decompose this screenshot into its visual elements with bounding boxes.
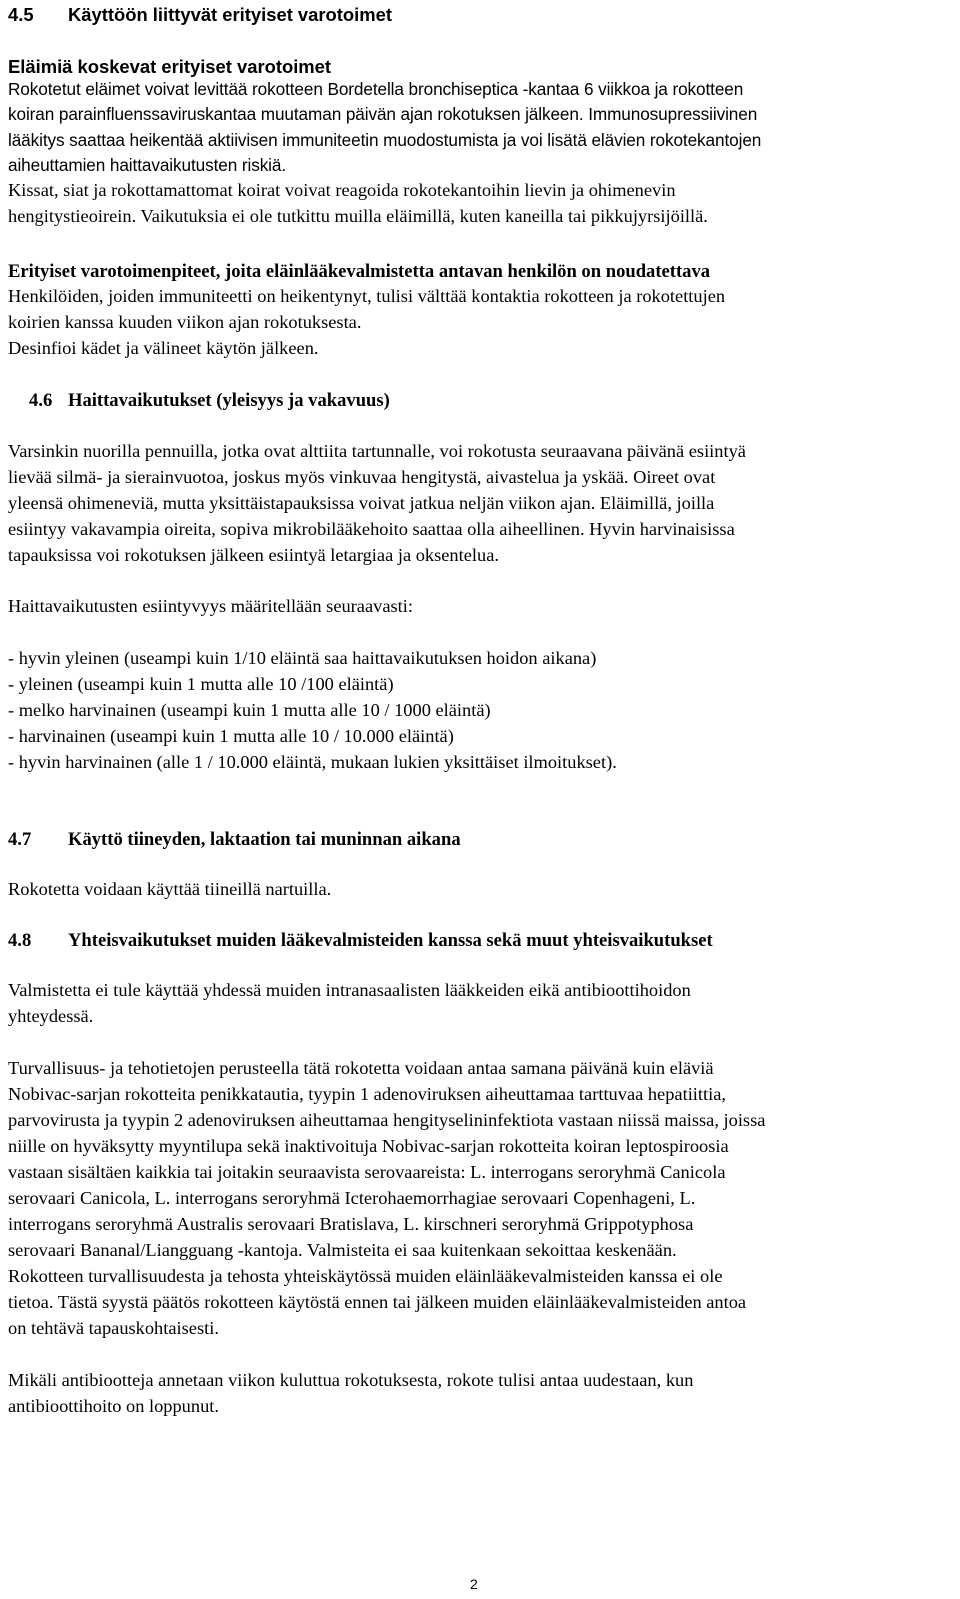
paragraph-line: yhteydessä. (8, 1006, 94, 1026)
paragraph-line: niille on hyväksytty myyntilupa sekä inaktivoituja Nobivac-sarjan rokotteita koiran leptospiroosia (8, 1136, 729, 1156)
section-4-6-heading (29, 390, 390, 412)
subheading-animal-precautions: Eläimiä koskevat erityiset varotoimet (8, 56, 332, 77)
paragraph-line: Nobivac-sarjan rokotteita penikkatautia, tyypin 1 adenoviruksen aiheuttamaa tarttuvaa hepatiittia, (8, 1084, 726, 1104)
paragraph-line: tietoa. Tästä syystä päätös rokotteen käytöstä ennen tai jälkeen muiden eläinlääkevalmisteiden antoa (8, 1292, 747, 1312)
paragraph-line: koirien kanssa kuuden viikon ajan rokotuksesta. (8, 312, 362, 332)
paragraph-line: Desinfioi kädet ja välineet käytön jälkeen. (8, 338, 319, 358)
paragraph-line: yleensä ohimeneviä, mutta yksittäistapauksissa voivat jatkua neljän viikon ajan. Eläimillä, joilla (8, 493, 715, 513)
paragraph-line: Valmistetta ei tule käyttää yhdessä muiden intranasaalisten lääkkeiden eikä antibioottihoidon (8, 980, 691, 1000)
paragraph-line: Varsinkin nuorilla pennuilla, jotka ovat alttiita tartunnalle, voi rokotusta seuraavana päivänä esiintyä (8, 441, 746, 461)
paragraph-line: koiran parainfluenssaviruskantaa muutaman päivän ajan rokotuksen jälkeen. Immunosupressiivinen (8, 104, 758, 124)
paragraph-line: Rokotteen turvallisuudesta ja tehosta yhteiskäytössä muiden eläinlääkevalmisteiden kanssa ei ole (8, 1266, 723, 1286)
subheading-user-precautions: Erityiset varotoimenpiteet, joita eläinlääkevalmistetta antavan henkilön on noudatettava (8, 261, 711, 282)
paragraph-line: Henkilöiden, joiden immuniteetti on heikentynyt, tulisi välttää kontaktia rokotteen ja rokotettujen (8, 286, 726, 306)
paragraph-line: serovaari Bananal/Liangguang -kantoja. Valmisteita ei saa kuitenkaan sekoittaa keskenään. (8, 1240, 677, 1260)
page-number: 2 (470, 1576, 478, 1592)
section-title: Yhteisvaikutukset muiden lääkevalmisteiden kanssa sekä muut yhteisvaikutukset (68, 930, 713, 951)
paragraph-line: Rokotetta voidaan käyttää tiineillä nartuilla. (8, 879, 332, 899)
section-number: 4.5 (8, 4, 34, 25)
paragraph-line: Rokotetut eläimet voivat levittää rokotteen Bordetella bronchiseptica -kantaa 6 viikkoa ja rokotteen (8, 79, 744, 99)
paragraph-line: antibioottihoito on loppunut. (8, 1396, 219, 1416)
section-number: 4.6 (29, 390, 53, 411)
paragraph-line: on tehtävä tapauskohtaisesti. (8, 1318, 219, 1338)
section-4-8-heading (8, 930, 713, 952)
paragraph-line: parvovirusta ja tyypin 2 adenoviruksen aiheuttamaa hengityselininfektiota vastaan niissä maissa, joissa (8, 1110, 766, 1130)
paragraph-line: hengitystieoirein. Vaikutuksia ei ole tutkittu muilla eläimillä, kuten kaneilla tai pikkujyrsijöillä. (8, 206, 708, 226)
section-title: Haittavaikutukset (yleisyys ja vakavuus) (68, 390, 390, 411)
paragraph-line: aiheuttamien haittavaikutusten riskiä. (8, 155, 287, 175)
paragraph-line: Mikäli antibiootteja annetaan viikon kuluttua rokotuksesta, rokote tulisi antaa uudestaan, kun (8, 1370, 694, 1390)
section-number: 4.8 (8, 930, 32, 951)
paragraph-line: serovaari Canicola, L. interrogans seroryhmä Icterohaemorrhagiae serovaari Copenhageni, L. (8, 1188, 696, 1208)
paragraph-line: lievää silmä- ja sierainvuotoa, joskus myös vinkuvaa hengitystä, aivastelua ja yskää. Oireet ovat (8, 467, 716, 487)
paragraph-line: Turvallisuus- ja tehotietojen perusteella tätä rokotetta voidaan antaa samana päivänä kuin eläviä (8, 1058, 714, 1078)
paragraph-line: lääkitys saattaa heikentää aktiivisen immuniteetin muodostumista ja voi lisätä elävien rokotekantojen (8, 130, 762, 150)
frequency-intro: Haittavaikutusten esiintyvyys määritellään seuraavasti: (8, 596, 413, 616)
section-4-7-heading (8, 829, 461, 851)
list-item: - hyvin yleinen (useampi kuin 1/10 eläintä saa haittavaikutuksen hoidon aikana) (8, 648, 597, 668)
section-number: 4.7 (8, 829, 32, 850)
list-item: - melko harvinainen (useampi kuin 1 mutta alle 10 / 1000 eläintä) (8, 700, 491, 720)
list-item: - hyvin harvinainen (alle 1 / 10.000 eläintä, mukaan lukien yksittäiset ilmoitukset). (8, 752, 617, 772)
section-title: Käyttö tiineyden, laktaation tai muninnan aikana (68, 829, 461, 850)
paragraph-line: interrogans seroryhmä Australis serovaari Bratislava, L. kirschneri seroryhmä Grippotyphosa (8, 1214, 694, 1234)
list-item: - harvinainen (useampi kuin 1 mutta alle 10 / 10.000 eläintä) (8, 726, 454, 746)
paragraph-line: esiintyy vakavampia oireita, sopiva mikrobilääkehoito saattaa olla aiheellinen. Hyvin harvinaisissa (8, 519, 735, 539)
list-item: - yleinen (useampi kuin 1 mutta alle 10 /100 eläintä) (8, 674, 394, 694)
paragraph-line: Kissat, siat ja rokottamattomat koirat voivat reagoida rokotekantoihin lievin ja ohimenevin (8, 180, 676, 200)
section-4-5-heading (8, 4, 392, 26)
section-title: Käyttöön liittyvät erityiset varotoimet (68, 4, 392, 25)
paragraph-line: vastaan sisältäen kaikkia tai joitakin seuraavista serovaareista: L. interrogans seroryhmä Canicola (8, 1162, 726, 1182)
paragraph-line: tapauksissa voi rokotuksen jälkeen esiintyä letargiaa ja oksentelua. (8, 545, 499, 565)
